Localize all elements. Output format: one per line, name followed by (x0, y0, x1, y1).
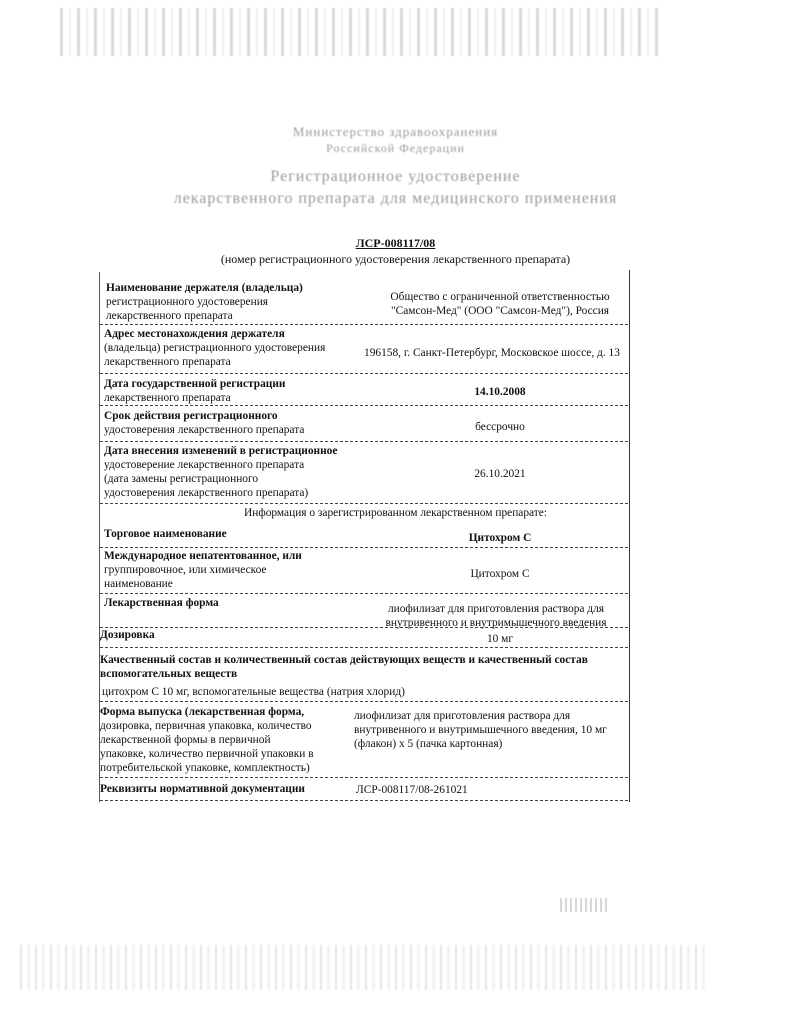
row-divider (100, 800, 628, 801)
validity-value: бессрочно (475, 421, 525, 433)
holder-value: Общество с ограниченной ответственностью "Самсон-Мед" (ООО "Самсон-Мед"), Россия (390, 291, 610, 317)
registration-date-label: Дата государственной регистрации лекарственного препарата (104, 378, 286, 404)
changes-date-value: 26.10.2021 (474, 468, 526, 480)
trade-name-value: Цитохром С (468, 532, 532, 544)
validity-label: Срок действия регистрационного удостоверения лекарственного препарата (104, 410, 305, 436)
drug-info-heading: Информация о зарегистрированном лекарственном препарате: (244, 507, 547, 519)
row-divider (100, 373, 628, 374)
registration-date-value: 14.10.2008 (474, 386, 526, 398)
row-divider (100, 441, 628, 442)
document-title-line-1: Регистрационное удостоверение (270, 168, 521, 185)
normative-docs-label: Реквизиты нормативной документации (100, 783, 305, 795)
row-divider (100, 701, 628, 702)
table-border-right (629, 270, 630, 802)
trade-name-label: Торговое наименование (104, 528, 227, 540)
normative-docs-value: ЛСР-008117/08-261021 (356, 784, 468, 796)
row-divider (100, 503, 628, 504)
document-title-line-2: лекарственного препарата для медицинского применения (173, 190, 618, 207)
registration-number: ЛСР-008117/08 (355, 236, 436, 250)
row-divider (100, 647, 628, 648)
scan-noise-bottom (20, 945, 710, 990)
row-divider (100, 547, 628, 548)
inn-value: Цитохром С (470, 568, 530, 580)
scan-noise-top (60, 8, 660, 56)
release-form-value: лиофилизат для приготовления раствора для внутривенного и внутримышечного введения, 10 мг (флакон) x 5 (пачка картонная) (354, 710, 607, 750)
composition-value: цитохром С 10 мг, вспомогательные вещества (натрия хлорид) (102, 686, 405, 698)
composition-label: Качественный состав и количественный состав действующих веществ и качественный состав вспомогательных веществ (100, 654, 588, 680)
row-divider (100, 627, 628, 628)
row-divider (100, 777, 628, 778)
ministry-line-2: Российской Федерации (326, 141, 465, 155)
dosage-form-label: Лекарственная форма (104, 597, 219, 609)
dosage-value: 10 мг (486, 633, 514, 645)
address-label: Адрес местонахождения держателя (владельца) регистрационного удостоверения лекарственного препарата (104, 328, 326, 368)
holder-label: Наименование держателя (владельца) регистрационного удостоверения лекарственного препарата (106, 282, 303, 322)
scan-noise-mark (560, 898, 610, 912)
dosage-form-value: лиофилизат для приготовления раствора для внутривенного и внутримышечного введения (385, 603, 607, 629)
row-divider (100, 405, 628, 406)
dosage-label: Дозировка (100, 629, 155, 641)
row-divider (100, 593, 628, 594)
address-value: 196158, г. Санкт-Петербург, Московское шоссе, д. 13 (364, 347, 620, 359)
registration-number-caption: (номер регистрационного удостоверения лекарственного препарата) (220, 252, 571, 266)
release-form-label: Форма выпуска (лекарственная форма, дозировка, первичная упаковка, количество лекарственной формы в первичной упаковке, количество первичной упаковки в потребительской упаковке, комплектность) (100, 706, 314, 774)
inn-label: Международное непатентованное, или группировочное, или химическое наименование (104, 550, 302, 590)
ministry-line-1: Министерство здравоохранения (292, 124, 499, 139)
row-divider (100, 324, 628, 325)
changes-date-label: Дата внесения изменений в регистрационное удостоверение лекарственного препарата (дата замены регистрационного удостоверения лекарственного препарата) (104, 445, 338, 499)
